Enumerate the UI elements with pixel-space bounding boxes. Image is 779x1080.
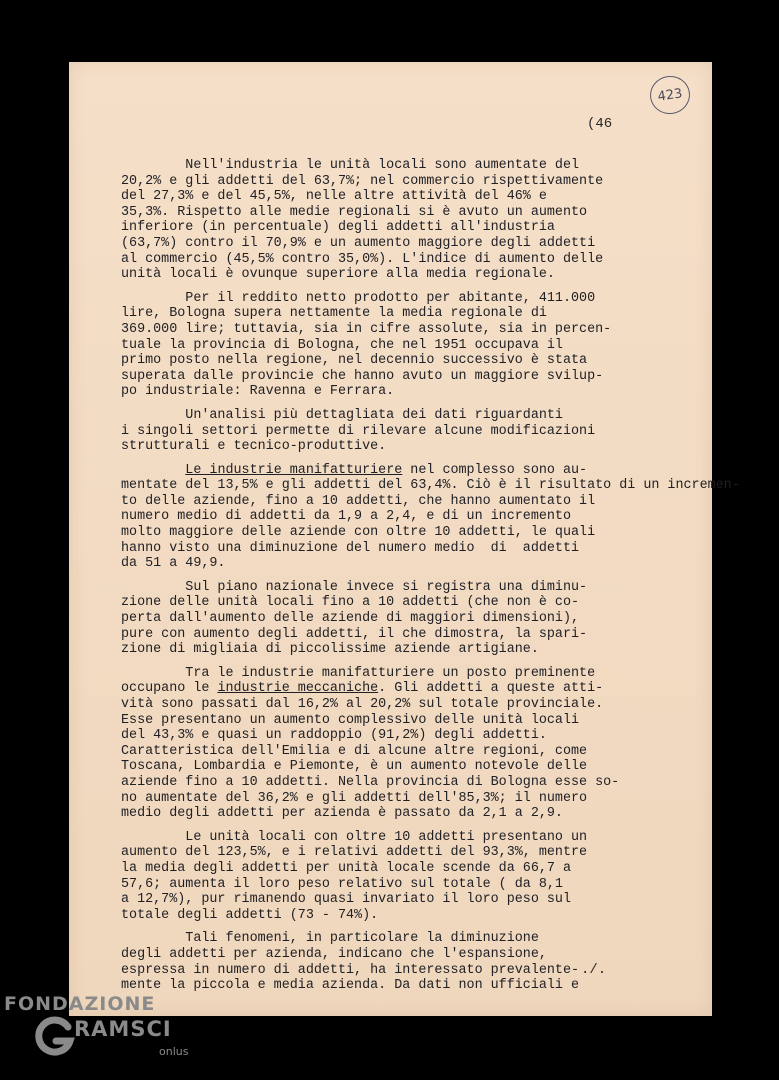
text-line: po industriale: Ravenna e Ferrara. bbox=[121, 384, 395, 400]
text-line: medio degli addetti per azienda è passato da 2,1 a 2,9. bbox=[121, 806, 563, 822]
text-line: inferiore (in percentuale) degli addetti all'industria bbox=[121, 220, 555, 236]
text-line: 57,6; aumenta il loro peso relativo sul totale ( da 8,1 bbox=[121, 876, 563, 892]
paragraph bbox=[121, 158, 661, 283]
logo-line-3: onlus bbox=[159, 1045, 189, 1058]
text-line: Esse presentano un aumento complessivo delle unità locali bbox=[121, 712, 580, 728]
fondazione-gramsci-logo bbox=[4, 993, 204, 1073]
text-line: totale degli addetti (73 - 74%). bbox=[121, 907, 379, 923]
document-body bbox=[121, 158, 740, 1002]
text-line: la media degli addetti per unità locale scende da 66,7 a bbox=[121, 860, 571, 876]
text-line: to delle aziende, fino a 10 addetti, che hanno aumentato il bbox=[121, 493, 596, 509]
text-line: superata dalle provincie che hanno avuto un maggiore svilup- bbox=[121, 368, 604, 384]
paragraph bbox=[121, 408, 661, 455]
text-line: a 12,7%), pur rimanendo quasi invariato il loro peso sul bbox=[121, 892, 571, 908]
text-line: del 27,3% e del 45,5%, nelle altre attività del 46% e bbox=[121, 189, 547, 205]
paragraph bbox=[121, 666, 661, 822]
text-line: zione delle unità locali fino a 10 addetti (che non è co- bbox=[121, 595, 580, 611]
text-line: Toscana, Lombardia e Piemonte, è un aumento notevole delle bbox=[121, 759, 588, 775]
text-line: 20,2% e gli addetti del 63,7%; nel commercio rispettivamente bbox=[121, 173, 604, 189]
page-number: (46 bbox=[587, 116, 613, 132]
document-page bbox=[69, 62, 740, 1016]
archive-stamp-number: 423 bbox=[656, 85, 684, 105]
paragraph bbox=[121, 830, 661, 924]
underlined-phrase: industrie meccaniche bbox=[217, 681, 379, 697]
text-line: degli addetti per azienda, indicano che l'espansione, bbox=[121, 946, 547, 962]
text-line: no aumentate del 36,2% e gli addetti dell'85,3%; il numero bbox=[121, 790, 588, 806]
text-line: zione di migliaia di piccolissime aziende artigiane. bbox=[121, 642, 539, 658]
logo-line-1: FONDAZIONE bbox=[4, 993, 156, 1015]
archive-stamp bbox=[648, 73, 693, 116]
paragraph bbox=[121, 462, 740, 572]
text-line: numero medio di addetti da 1,9 a 2,4, e di un incremento bbox=[121, 509, 571, 525]
text-line: Caratteristica dell'Emilia e di alcune altre regioni, come bbox=[121, 743, 588, 759]
text-line: 369.000 lire; tuttavia, sia in cifre assolute, sia in percen- bbox=[121, 321, 612, 337]
text-line: molto maggiore delle aziende con oltre 10 addetti, le quali bbox=[121, 525, 596, 541]
text-line: Per il reddito netto prodotto per abitante, 411.000 bbox=[121, 290, 596, 306]
text-line: i singoli settori permette di rilevare alcune modificazioni bbox=[121, 423, 596, 439]
logo-line-2: RAMSCI bbox=[74, 1017, 172, 1041]
text-line: pure con aumento degli addetti, il che dimostra, la spari- bbox=[121, 626, 588, 642]
text-line: aziende fino a 10 addetti. Nella provincia di Bologna esse so- bbox=[121, 774, 620, 790]
text-line: Un'analisi più dettagliata dei dati riguardanti bbox=[121, 407, 563, 423]
text-line: tuale la provincia di Bologna, che nel 1951 occupava il bbox=[121, 337, 563, 353]
text-line: aumento del 123,5%, e i relativi addetti del 93,3%, mentre bbox=[121, 845, 588, 861]
paragraph bbox=[121, 580, 661, 658]
text-line: vità sono passati dal 16,2% al 20,2% sul totale provinciale. bbox=[121, 697, 604, 712]
text-line: 35,3%. Rispetto alle medie regionali si è avuto un aumento bbox=[121, 204, 588, 220]
text-line: espressa in numero di addetti, ha interessato prevalente- bbox=[121, 962, 580, 978]
text-line: Tra le industrie manifatturiere un posto preminente bbox=[121, 665, 596, 681]
text-line: Tali fenomeni, in particolare la diminuzione bbox=[121, 931, 539, 947]
paragraph bbox=[121, 931, 661, 993]
text-line: Le unità locali con oltre 10 addetti presentano un bbox=[121, 829, 588, 845]
text-line: da 51 a 49,9. bbox=[121, 556, 226, 572]
text-line: unità locali è ovunque superiore alla media regionale. bbox=[121, 267, 555, 283]
text-line: strutturali e tecnico-produttive. bbox=[121, 439, 387, 455]
text-line: al commercio (45,5% contro 35,0%). L'indice di aumento delle bbox=[121, 251, 604, 267]
text-line: perta dall'aumento delle aziende di maggiori dimensioni), bbox=[121, 611, 580, 627]
text-line: hanno visto una diminuzione del numero medio di addetti bbox=[121, 540, 580, 556]
text-line: mentate del 13,5% e gli addetti del 63,4%. Ciò è il risultato di un incremen- bbox=[121, 478, 740, 494]
text-line: mente la piccola e media azienda. Da dati non ufficiali e bbox=[121, 978, 580, 994]
underlined-phrase: Le industrie manifatturiere bbox=[185, 462, 403, 478]
text-line: (63,7%) contro il 70,9% e un aumento maggiore degli addetti bbox=[121, 235, 596, 251]
text-line: lire, Bologna supera nettamente la media regionale di bbox=[121, 306, 547, 322]
text-line: Nell'industria le unità locali sono aumentate del bbox=[121, 158, 580, 173]
logo-g-icon bbox=[32, 1015, 76, 1059]
text-line: del 43,3% e quasi un raddoppio (91,2%) degli addetti. bbox=[121, 728, 547, 744]
continuation-mark: ./. bbox=[581, 962, 607, 978]
text-line: occupano le industrie meccaniche. Gli addetti a queste atti- bbox=[121, 681, 604, 697]
text-line: Sul piano nazionale invece si registra una diminu- bbox=[121, 579, 588, 595]
text-line: primo posto nella regione, nel decennio successivo è stata bbox=[121, 353, 588, 369]
text-line: Le industrie manifatturiere nel complesso sono au- bbox=[185, 462, 588, 478]
paragraph bbox=[121, 291, 661, 400]
